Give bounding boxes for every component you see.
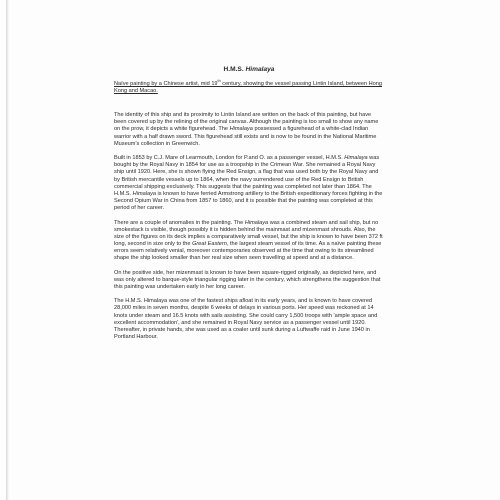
paragraph-2-a: Built in 1853 by C.J. Mare of Learmouth, London for P.and O. as a passenger vessel, H.M.S.	[114, 155, 345, 162]
title-ship-name: Himalaya	[245, 66, 275, 73]
page-title	[114, 66, 384, 73]
paragraph-3	[114, 220, 384, 263]
subtitle-part-1: Naïve painting by a Chinese artist, mid 19	[114, 81, 218, 88]
paragraph-1-c: possessed a figurehead of a white-clad Indian warrior with a half drawn sword. This figurehead still exists and is now to be found in the National Maritime Museum's collection in Greenwich.	[114, 126, 377, 147]
paragraph-3-a: There are a couple of anomalies in the painting. The	[114, 219, 245, 226]
paragraph-3-c: was a combined steam and sail ship, but no smokestack is visible, though possibly it is hidden behind the mainmast and mizenmast shrouds. Also, the size of the figures on its deck implies a comparatively small vessel, but the ship is known to have been 372 ft long, second in size only to the	[114, 219, 383, 247]
paragraph-1-a: The identity of this ship and its proximity to Lintin Island are written on the back of this painting, but have been covered up by the relining of the original canvas. Although the painting is too small to show any name on the prow, it depicts a white figurehead. The	[114, 112, 379, 133]
paragraph-3-ship-name: Himalaya	[244, 219, 269, 226]
document-body	[114, 66, 384, 348]
paragraph-2	[114, 155, 384, 212]
paragraph-2-c: was bought by the Royal Navy in 1854 for use as a troopship in the Crimean War. She remained a Royal Navy ship until 1920. Here, she is shown flying the Red Ensign, a flag that was used both by the Royal Navy and by British mercantile vessels up to 1864, when the navy surrendered use of the Red Ensign to British commercial shipping exclusively. This suggests that the painting was completed not later than 1864. The H.M.S.	[114, 155, 380, 197]
page-edge-shadow	[6, 0, 9, 500]
subtitle-part-2: century, showing the vessel passing Lintin Island, between Hong Kong and Macao.	[114, 81, 382, 95]
paragraph-2-ship-name-2: Himalaya	[132, 190, 156, 197]
paragraph-3-great-eastern: Great Eastern	[192, 240, 227, 247]
paragraph-3-e: , the largest steam vessel of its time. As a naïve painting these errors seem relatively venial, moreover contemporaries observed at the time that owing to its streamlined shape the ship looked smaller than her real size when seen travelling at speed and at a distance.	[114, 240, 382, 261]
paragraph-2-e: is known to have ferried Armstrong artillery to the British expeditionary forces fighting in the Second Opium War in China from 1857 to 1860, and it is possible that the painting was completed at this period of her career.	[114, 190, 383, 211]
title-prefix: H.M.S.	[223, 66, 246, 73]
subtitle-superscript: th	[217, 79, 221, 84]
paragraph-2-ship-name-1: Himalaya	[344, 155, 368, 162]
paragraph-4: On the positive side, her mizenmast is known to have been square-rigged originally, as depicted here, and was only altered to barque-style triangular rigging later in the century, which strengthens the suggestion that this painting was undertaken early in her long career.	[114, 269, 381, 290]
paragraph-1	[114, 112, 384, 147]
paragraph-1-ship-name: Himalaya	[229, 126, 253, 133]
subtitle	[114, 81, 384, 95]
paragraph-5: The H.M.S. Himalaya was one of the fastest ships afloat in its early years, and is known to have covered 28,000 miles in seven months, despite 6 weeks of delays in various ports. Her speed was reckoned at 14 knots under steam and 16.5 knots with sails assisting. She could carry 1,500 troops with 'ample space and excellent accommodation', and she remained in Royal Navy service as a passenger vessel until 1920. Thereafter, in private hands, she was used as a coaler until sunk during a Luftwaffe raid in June 1940 in Portland Harbour.	[114, 298, 378, 340]
